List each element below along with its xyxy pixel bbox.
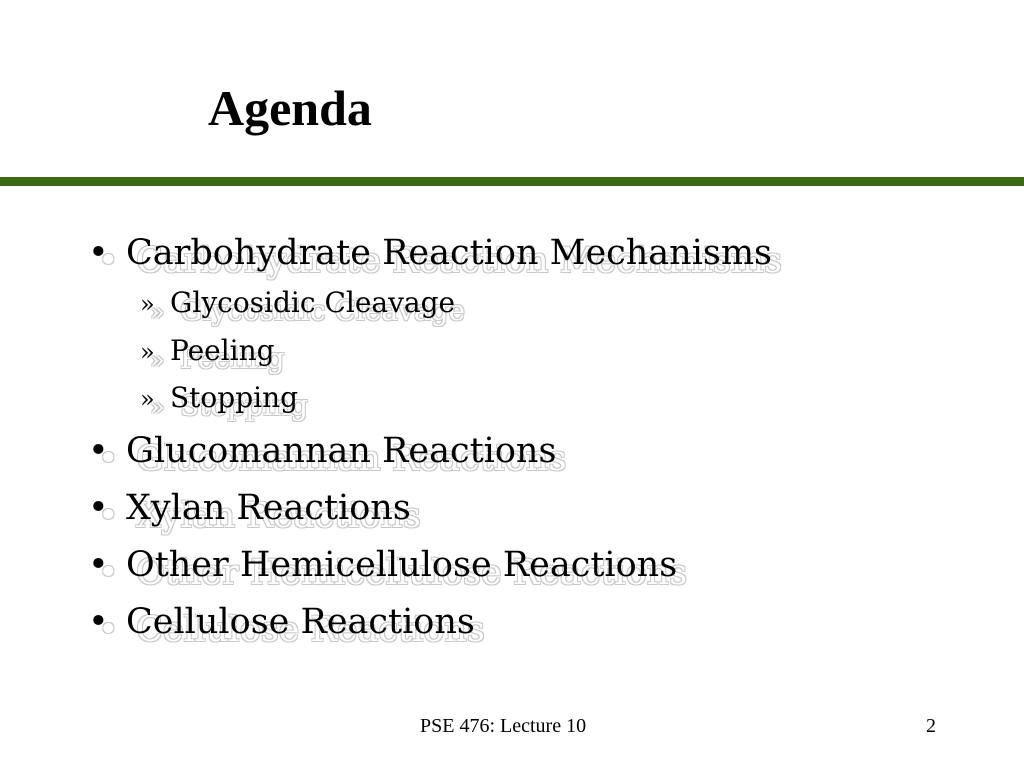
slide-title: Agenda xyxy=(208,80,372,136)
agenda-subitem-label: Peeling xyxy=(170,334,275,367)
agenda-subitem-label: Stopping xyxy=(170,381,299,414)
sub-bullet-icon: » xyxy=(140,385,155,413)
agenda-subitem xyxy=(140,381,298,416)
agenda-subitem-label: Glycosidic Cleavage xyxy=(170,286,456,319)
agenda-item xyxy=(88,488,411,528)
bullet-icon: • xyxy=(88,233,109,273)
agenda-item xyxy=(88,545,677,585)
agenda-item xyxy=(88,431,556,471)
bullet-icon: • xyxy=(88,431,109,471)
agenda-item xyxy=(88,233,772,273)
agenda-item-label: Xylan Reactions xyxy=(126,488,411,528)
agenda-item-label: Carbohydrate Reaction Mechanisms xyxy=(126,233,773,273)
agenda-item-label: Cellulose Reactions xyxy=(126,602,475,642)
footer-page-number: 2 xyxy=(926,715,936,737)
agenda-item-label: Other Hemicellulose Reactions xyxy=(126,545,678,585)
bullet-icon: • xyxy=(88,545,109,585)
agenda-item xyxy=(88,602,475,642)
agenda-subitem xyxy=(140,334,275,369)
sub-bullet-icon: » xyxy=(140,338,155,366)
bullet-icon: • xyxy=(88,602,109,642)
sub-bullet-icon: » xyxy=(140,290,155,318)
agenda-subitem xyxy=(140,286,455,321)
footer-course: PSE 476: Lecture 10 xyxy=(420,715,587,737)
agenda-item-label: Glucomannan Reactions xyxy=(126,431,557,471)
bullet-icon: • xyxy=(88,488,109,528)
